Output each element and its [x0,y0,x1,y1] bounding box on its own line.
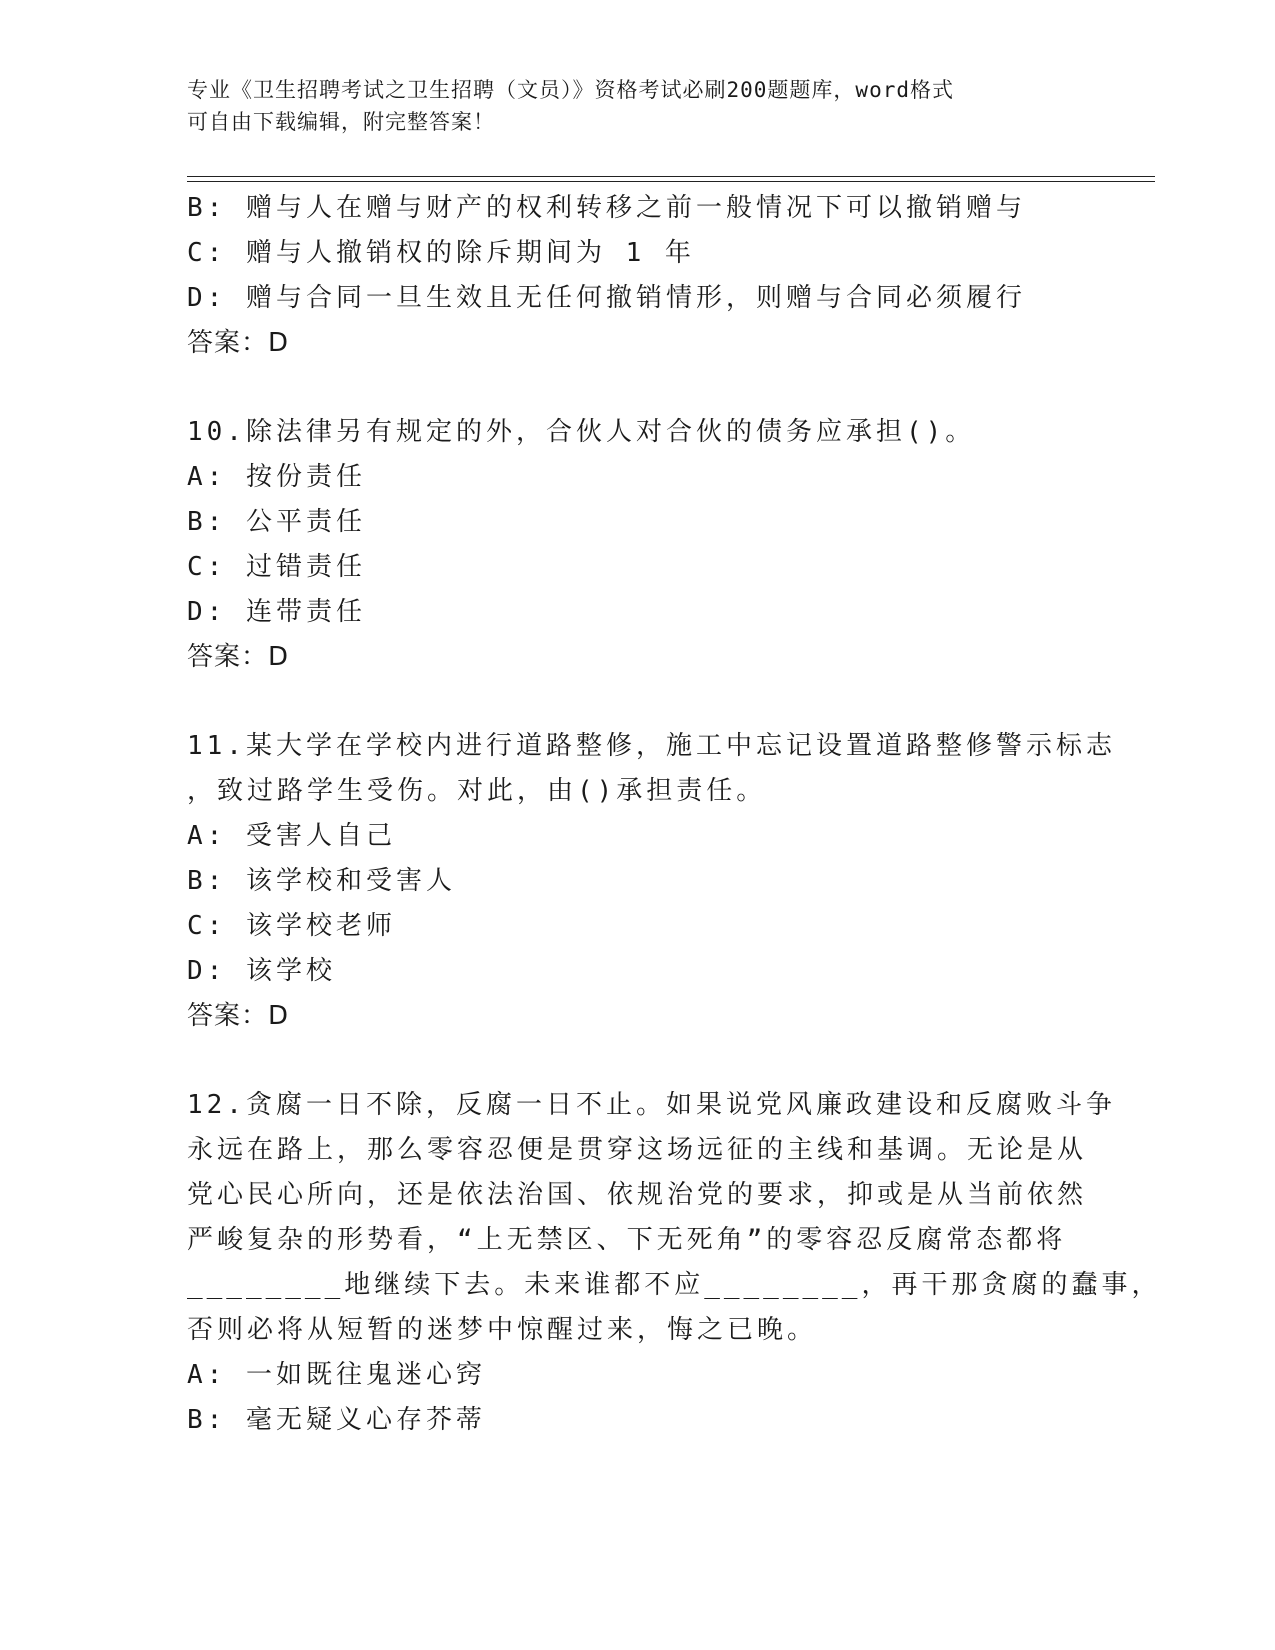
q9-option-d: D: 赠与合同一旦生效且无任何撤销情形，则赠与合同必须履行 [187,283,1026,313]
q11-stem-line-1: 11.某大学在学校内进行道路整修，施工中忘记设置道路整修警示标志 [187,731,1116,761]
header-line-2: 可自由下载编辑，附完整答案！ [187,110,495,134]
document-header [187,74,1067,138]
header-rule-top [187,176,1155,177]
q11-stem-line-2: ，致过路学生受伤。对此，由()承担责任。 [187,776,767,806]
q9-option-b: B: 赠与人在赠与财产的权利转移之前一般情况下可以撤销赠与 [187,193,1026,223]
q9-option-c: C: 赠与人撤销权的除斥期间为 1 年 [187,238,695,268]
header-line-1: 专业《卫生招聘考试之卫生招聘（文员）》资格考试必刷200题题库，word格式 [187,78,954,102]
q12-stem-line-5: ________地继续下去。未来谁都不应________，再干那贪腐的蠢事， [187,1270,1162,1300]
q12-stem-line-1: 12.贪腐一日不除，反腐一日不止。如果说党风廉政建设和反腐败斗争 [187,1090,1116,1120]
q9-answer: 答案：D [187,328,290,358]
q10-option-c: C: 过错责任 [187,552,366,582]
q10-option-b: B: 公平责任 [187,507,366,537]
q11-option-a: A: 受害人自己 [187,821,396,851]
q12-option-b: B: 毫无疑义心存芥蒂 [187,1405,486,1435]
q10-option-d: D: 连带责任 [187,597,366,627]
q12-option-a: A: 一如既往鬼迷心窍 [187,1360,486,1390]
q10-option-a: A: 按份责任 [187,462,366,492]
q11-option-d: D: 该学校 [187,956,336,986]
q10-answer: 答案：D [187,642,290,672]
q12-stem-line-3: 党心民心所向，还是依法治国、依规治党的要求，抑或是从当前依然 [187,1180,1088,1210]
q11-option-c: C: 该学校老师 [187,911,396,941]
header-rule-bottom [187,181,1155,182]
q11-answer: 答案：D [187,1001,290,1031]
q11-option-b: B: 该学校和受害人 [187,866,456,896]
q10-stem: 10.除法律另有规定的外，合伙人对合伙的债务应承担()。 [187,417,976,447]
q12-stem-line-6: 否则必将从短暂的迷梦中惊醒过来，悔之已晚。 [187,1315,818,1345]
q12-stem-line-2: 永远在路上，那么零容忍便是贯穿这场远征的主线和基调。无论是从 [187,1135,1088,1165]
q12-stem-line-4: 严峻复杂的形势看，“上无禁区、下无死角”的零容忍反腐常态都将 [187,1225,1067,1255]
